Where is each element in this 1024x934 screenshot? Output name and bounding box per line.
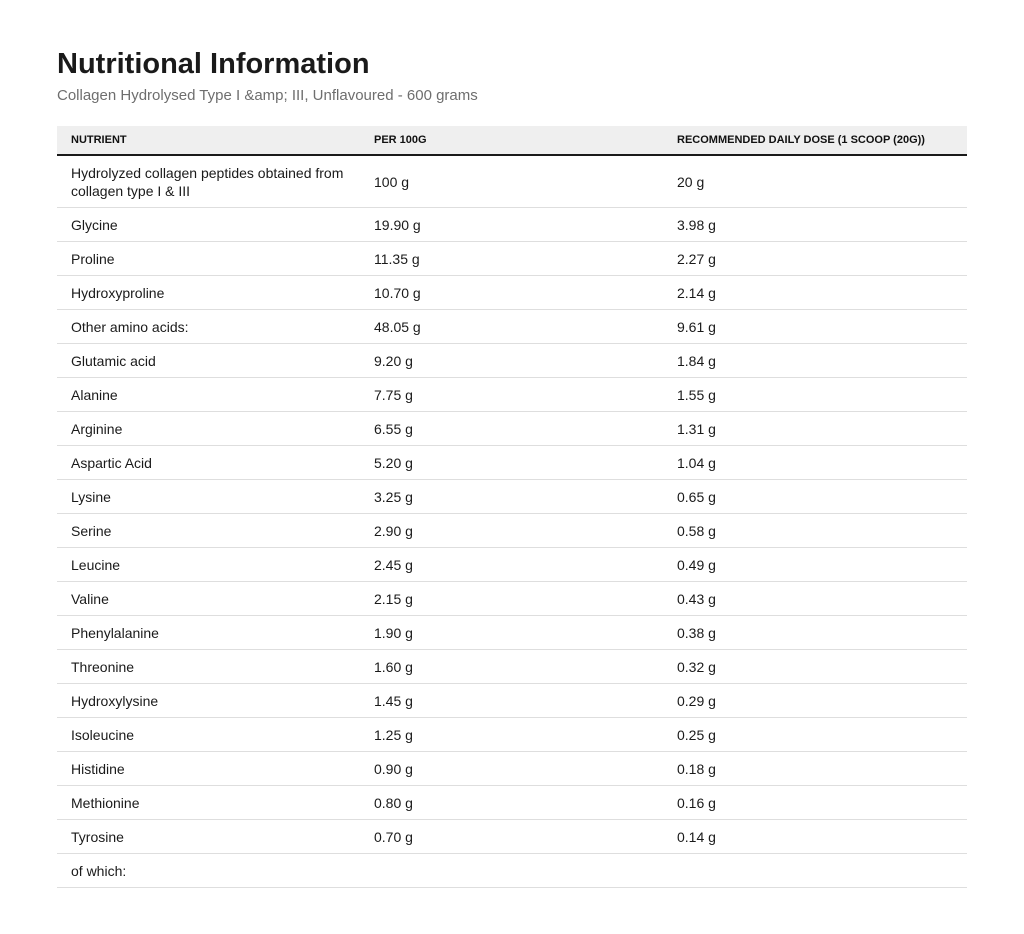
table-row — [57, 548, 967, 582]
nutrient-cell: Isoleucine — [57, 718, 360, 752]
nutrient-cell: Alanine — [57, 378, 360, 412]
daily-dose-cell: 9.61 g — [663, 310, 967, 344]
nutrient-cell: Leucine — [57, 548, 360, 582]
per-100g-cell: 0.90 g — [360, 752, 663, 786]
table-row — [57, 752, 967, 786]
table-row — [57, 854, 967, 888]
table-row — [57, 514, 967, 548]
per-100g-cell: 0.70 g — [360, 820, 663, 854]
column-header-daily-dose: RECOMMENDED DAILY DOSE (1 SCOOP (20G)) — [663, 126, 967, 155]
per-100g-cell: 19.90 g — [360, 208, 663, 242]
table-row — [57, 378, 967, 412]
table-row — [57, 310, 967, 344]
nutrient-cell: Methionine — [57, 786, 360, 820]
daily-dose-cell — [663, 854, 967, 888]
table-row — [57, 276, 967, 310]
nutrient-cell: Hydrolyzed collagen peptides obtained from collagen type I & III — [57, 155, 360, 208]
product-subtitle: Collagen Hydrolysed Type I &amp; III, Unflavoured - 600 grams — [57, 87, 478, 104]
per-100g-cell: 1.25 g — [360, 718, 663, 752]
table-row — [57, 208, 967, 242]
table-row — [57, 480, 967, 514]
table-row — [57, 344, 967, 378]
per-100g-cell: 100 g — [360, 155, 663, 208]
nutrient-cell: Valine — [57, 582, 360, 616]
table-row — [57, 446, 967, 480]
per-100g-cell: 7.75 g — [360, 378, 663, 412]
nutrient-cell: Glutamic acid — [57, 344, 360, 378]
daily-dose-cell: 0.25 g — [663, 718, 967, 752]
table-row — [57, 616, 967, 650]
nutrient-cell: Hydroxyproline — [57, 276, 360, 310]
table-row — [57, 582, 967, 616]
daily-dose-cell: 1.84 g — [663, 344, 967, 378]
nutrient-cell: Glycine — [57, 208, 360, 242]
daily-dose-cell: 3.98 g — [663, 208, 967, 242]
daily-dose-cell: 2.27 g — [663, 242, 967, 276]
daily-dose-cell: 0.18 g — [663, 752, 967, 786]
table-row — [57, 412, 967, 446]
table-row — [57, 155, 967, 208]
per-100g-cell: 0.80 g — [360, 786, 663, 820]
nutrient-cell: Histidine — [57, 752, 360, 786]
per-100g-cell: 1.60 g — [360, 650, 663, 684]
per-100g-cell: 2.90 g — [360, 514, 663, 548]
daily-dose-cell: 2.14 g — [663, 276, 967, 310]
daily-dose-cell: 20 g — [663, 155, 967, 208]
table-row — [57, 242, 967, 276]
column-header-per-100g: PER 100G — [360, 126, 663, 155]
per-100g-cell — [360, 854, 663, 888]
nutrition-table — [57, 126, 967, 888]
nutrient-cell: Arginine — [57, 412, 360, 446]
nutrient-cell: Hydroxylysine — [57, 684, 360, 718]
nutrition-panel — [57, 46, 967, 888]
daily-dose-cell: 0.43 g — [663, 582, 967, 616]
per-100g-cell: 2.45 g — [360, 548, 663, 582]
daily-dose-cell: 1.55 g — [663, 378, 967, 412]
nutrient-cell: of which: — [57, 854, 360, 888]
per-100g-cell: 3.25 g — [360, 480, 663, 514]
per-100g-cell: 6.55 g — [360, 412, 663, 446]
table-row — [57, 650, 967, 684]
daily-dose-cell: 0.58 g — [663, 514, 967, 548]
nutrient-cell: Threonine — [57, 650, 360, 684]
nutrient-cell: Serine — [57, 514, 360, 548]
daily-dose-cell: 0.38 g — [663, 616, 967, 650]
nutrient-cell: Lysine — [57, 480, 360, 514]
per-100g-cell: 1.45 g — [360, 684, 663, 718]
daily-dose-cell: 0.14 g — [663, 820, 967, 854]
table-row — [57, 684, 967, 718]
table-row — [57, 718, 967, 752]
daily-dose-cell: 0.49 g — [663, 548, 967, 582]
daily-dose-cell: 0.29 g — [663, 684, 967, 718]
daily-dose-cell: 1.04 g — [663, 446, 967, 480]
daily-dose-cell: 0.32 g — [663, 650, 967, 684]
per-100g-cell: 2.15 g — [360, 582, 663, 616]
table-header — [57, 126, 967, 155]
nutrient-cell: Other amino acids: — [57, 310, 360, 344]
nutrient-cell: Phenylalanine — [57, 616, 360, 650]
per-100g-cell: 48.05 g — [360, 310, 663, 344]
per-100g-cell: 1.90 g — [360, 616, 663, 650]
per-100g-cell: 5.20 g — [360, 446, 663, 480]
table-row — [57, 786, 967, 820]
per-100g-cell: 9.20 g — [360, 344, 663, 378]
page-title: Nutritional Information — [57, 48, 370, 80]
daily-dose-cell: 0.16 g — [663, 786, 967, 820]
daily-dose-cell: 0.65 g — [663, 480, 967, 514]
nutrient-cell: Aspartic Acid — [57, 446, 360, 480]
per-100g-cell: 10.70 g — [360, 276, 663, 310]
daily-dose-cell: 1.31 g — [663, 412, 967, 446]
column-header-nutrient: NUTRIENT — [57, 126, 360, 155]
table-body — [57, 155, 967, 888]
nutrient-cell: Proline — [57, 242, 360, 276]
nutrient-cell: Tyrosine — [57, 820, 360, 854]
header-row — [57, 126, 967, 155]
table-row — [57, 820, 967, 854]
per-100g-cell: 11.35 g — [360, 242, 663, 276]
